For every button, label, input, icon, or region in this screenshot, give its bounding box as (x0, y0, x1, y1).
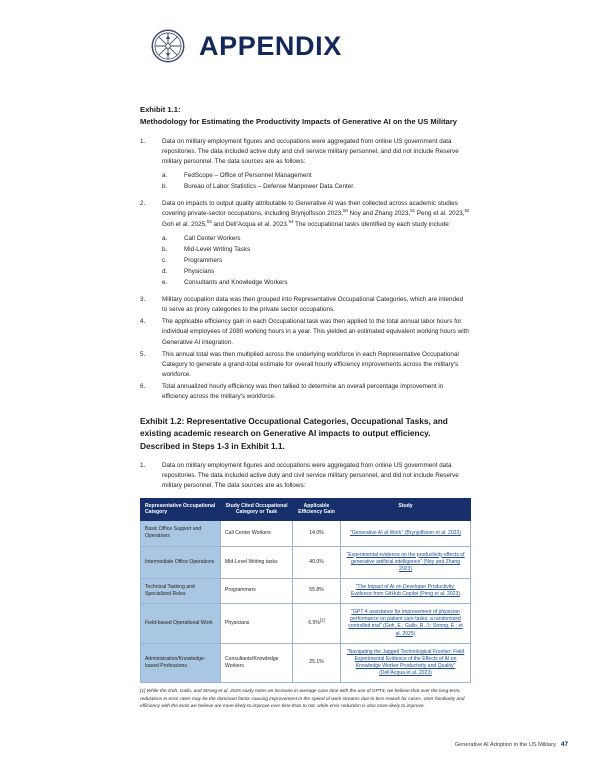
list-marker: 6. (140, 383, 146, 391)
sub-list-item (162, 170, 470, 181)
cell-study (341, 643, 471, 683)
cell-study (341, 546, 471, 578)
cell-gain: 55.8% (293, 578, 341, 603)
list-text: The applicable efficiency gain in each Occupational task was then applied to the total annual labor hours for individual employees of 2080 working hours in a year. This yielded an estimated equivalent working hours with Generative AI integration. (162, 318, 469, 346)
cell-study (341, 578, 471, 603)
compass-emblem-icon (150, 28, 186, 64)
cell-gain (293, 604, 341, 644)
cell-category: Basic Office Support and Operations (141, 521, 221, 546)
list-item (140, 295, 470, 315)
exhibit-1-1-label: Exhibit 1.1: (140, 105, 181, 114)
list-item (140, 137, 470, 198)
sub-list-marker: a. (162, 234, 168, 242)
page-title: APPENDIX (199, 30, 342, 61)
list-text-b: Noy and Zhang 2023, (347, 210, 411, 218)
sub-list-text: Physicians (184, 267, 215, 275)
sub-list-text: Mid-Level Writing Tasks (184, 245, 251, 253)
exhibit-1-2-title: Exhibit 1.2: Representative Occupational Categories, Occupational Tasks, and existing academic research on Generative AI impacts to output efficiency. Described in Steps 1-3 in Exhibit 1.1. (140, 415, 448, 451)
occupational-categories-table (140, 498, 471, 684)
cell-gain-value: 6.5% (308, 619, 320, 626)
list-marker: 3. (140, 295, 146, 303)
sub-list-marker: a. (162, 172, 168, 180)
sub-list-marker: b. (162, 245, 168, 253)
list-text: Military occupation data was then grouped into Representative Occupational Categories, which are intended to serve as proxy categories to the private sector occupations. (162, 295, 464, 313)
study-link[interactable]: "Experimental evidence on the productivity effects of generative artificial intelligence" (Noy and Zhang 2023) (346, 551, 465, 572)
footnote-ref: 52 (464, 208, 470, 214)
list-text: Data on military employment figures and occupations were aggregated from online US government data repositories. The data included active duty and civil service military personnel, and did not include Reserve military personnel. The data sources are as follows: (162, 461, 459, 490)
table-row (141, 643, 471, 683)
page-content (140, 104, 470, 711)
footnote-ref: 51 (410, 208, 416, 214)
list-marker: 4. (140, 318, 146, 326)
cell-task: Programmers (221, 578, 293, 603)
cell-task: Consultants/Knowledge Workers (221, 643, 293, 683)
footnote-ref: 53 (206, 218, 212, 224)
table-row (141, 578, 471, 603)
cell-gain: 25.1% (293, 643, 341, 683)
sub-list-marker: e. (162, 278, 168, 286)
cell-category: Field-based Operational Work (141, 604, 221, 644)
sub-list-item (162, 244, 470, 255)
study-link[interactable]: "Navigating the Jagged Technological Frontier: Field Experimental Evidence of the Effects of AI on Knowledge Worker Productivity and Quality"(Dell'Acqua et al. 2023) (346, 648, 465, 677)
list-text-c: Peng et al. 2023, (415, 210, 465, 218)
page-footer (455, 741, 568, 748)
table-header (141, 498, 471, 521)
cell-study (341, 604, 471, 644)
exhibit-1-2-steps-list (140, 461, 470, 492)
sub-list-item (162, 266, 470, 277)
page-number: 47 (560, 741, 568, 748)
sub-list-marker: b. (162, 183, 168, 191)
cell-task: Mid-Level Writing tasks (221, 546, 293, 578)
table-row (141, 546, 471, 578)
cell-gain: 14.0% (293, 521, 341, 546)
sub-list-item (162, 277, 470, 288)
sub-list-item (162, 255, 470, 266)
study-link[interactable]: "GPT-4 assistance for improvement of physician performance on patient care tasks: a randomized controlled trial" (Goh, E.; Gallo, R. J.; Strong, E.; et al. 2025) (348, 609, 463, 637)
footnote-ref: 54 (288, 218, 294, 224)
sub-list (162, 170, 470, 192)
list-text: Total annualized hourly efficiency was then tallied to determine an overall percentage improvement in efficiency across the military's workforce. (162, 383, 444, 401)
sub-list-marker: c. (162, 256, 167, 264)
study-link[interactable]: "Generative AI at Work" (Brynjolfsson et al. 2023) (349, 529, 462, 536)
methodology-steps-list (140, 137, 470, 403)
sub-list-text: Bureau of Labor Statistics – Defense Manpower Data Center. (184, 183, 355, 191)
list-marker: 1. (140, 137, 146, 145)
footer-document-title: Generative AI Adoption in the US Military (454, 742, 556, 748)
list-text: Data on military employment figures and occupations were aggregated from online US government data repositories. The data included active duty and civil service military personnel, and did not include Reserve military personnel. The data sources are as follows: (162, 137, 459, 165)
cell-gain: 40.0% (293, 546, 341, 578)
list-item (140, 317, 470, 348)
cell-category: Intermediate Office Operations (141, 546, 221, 578)
cell-task: Physicians (221, 604, 293, 644)
column-header-study: Study (341, 498, 471, 521)
list-text: This annual total was then multiplied across the underlying workforce in each Representative Occupational Category to generate a grand-total estimate for overall hourly efficiency improvements across the military's workforce. (162, 350, 459, 379)
exhibit-1-1-title: Methodology for Estimating the Productivity Impacts of Generative AI on the US Military (140, 116, 458, 126)
cell-study (341, 521, 471, 546)
table-header-row (141, 498, 471, 521)
column-header-study-task: Study Cited Occupational Category or Task (221, 498, 293, 521)
list-item (140, 199, 470, 293)
sub-list-text: Consultants and Knowledge Workers (184, 278, 288, 286)
sub-list-text: Programmers (184, 256, 223, 264)
table-body (141, 521, 471, 683)
cell-category: Technical Tasking and Specialized Roles (141, 578, 221, 603)
list-item (140, 461, 470, 492)
footnote-ref: 50 (342, 208, 348, 214)
column-header-efficiency-gain: Applicable Efficiency Gain (293, 498, 341, 521)
cell-category: Administration/Knowledge-based Professions (141, 643, 221, 683)
list-marker: 1. (140, 461, 146, 469)
footnote-ref: [1] (319, 617, 325, 623)
cell-task: Call Center Workers (221, 521, 293, 546)
sub-list-marker: d. (162, 267, 168, 275)
sub-list-item (162, 233, 470, 244)
list-marker: 2. (140, 200, 146, 208)
study-link[interactable]: "The Impact of AI on Developer Productivity: Evidence from GitHub Copilot (Peng et al. 2023) (350, 583, 460, 598)
sub-list-text: Call Center Workers (184, 234, 241, 242)
column-header-category: Representative Occupational Category (141, 498, 221, 521)
table-footnote: [1] While the Goh, Gallo, and Strong et al. 2025 study notes an increase in average case time with the use of GPT4, we believe that over the long-term, reductions in error rates may be the dominant factor causing improvement in the speed of work streams due to less rework for cases. User familiarity and efficiency with the tools we believe are more likely to improve over time than to not, while error reduction is also more likely to improve. (140, 689, 465, 710)
table-row (141, 604, 471, 644)
list-text-d: Goh et al. 2025, (162, 220, 207, 228)
sub-list (162, 233, 470, 288)
list-item (140, 350, 470, 381)
sub-list-text: FedScope – Office of Personnel Management (184, 172, 312, 180)
list-text: Data on impacts to output quality attributable to Generative AI was then collected across academic studies covering private-sector occupations, including Brynjolfsson 2023, (162, 200, 458, 218)
list-text-f: The occupational tasks identified by each study include: (293, 220, 451, 228)
table-row (141, 521, 471, 546)
list-item (140, 382, 470, 402)
list-marker: 5. (140, 350, 146, 358)
page-header (150, 28, 342, 64)
sub-list-item (162, 181, 470, 192)
list-text-e: and Dell'Acqua et al. 2023. (211, 220, 289, 228)
